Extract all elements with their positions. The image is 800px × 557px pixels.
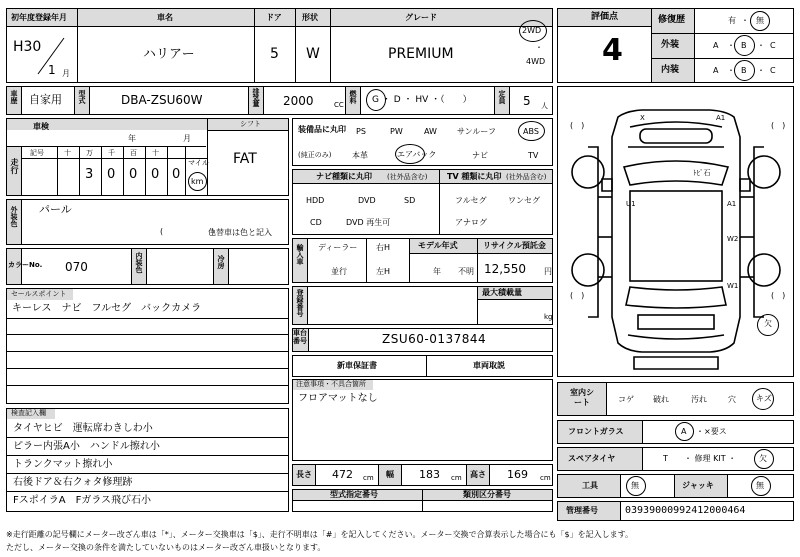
era-year: H30 — [13, 39, 42, 55]
usage-label: 車歴 — [10, 90, 18, 104]
mileage-digit-4: 0 — [151, 167, 160, 182]
equip-navi: ナビ — [472, 151, 488, 160]
drive-2wd: 2WD — [522, 26, 542, 35]
cc-unit: CC — [334, 101, 344, 109]
windshield-a: A — [681, 427, 687, 436]
inspection-label: 検査記入欄 — [11, 409, 46, 417]
reg-month: 1 — [48, 63, 56, 77]
jack-none: 無 — [756, 481, 764, 490]
capacity-unit: 人 — [541, 102, 548, 110]
mileage-digit-1: 3 — [85, 167, 94, 182]
damage-mark-w2: W2 — [727, 235, 739, 243]
chassis-label: 車台番号 — [293, 329, 307, 345]
length-label: 長さ — [296, 470, 312, 479]
score-label: 評価点 — [591, 12, 619, 22]
jack-label: ジャッキ — [682, 481, 714, 490]
diagram-paren-rl: ( ) — [570, 291, 585, 300]
mileage-digit-2: 0 — [107, 167, 116, 182]
spare-tire-label: スペアタイヤ — [568, 454, 616, 463]
equipment-label: 装備品に丸印 — [298, 125, 346, 134]
inspection-line-1: タイヤヒビ 運転席わきしわ小 — [13, 423, 153, 434]
model-year-label: モデル年式 — [418, 241, 458, 250]
color-label: 外装色 — [10, 206, 18, 227]
equip-sunroof: サンルーフ — [457, 127, 496, 136]
equip-pw: PW — [390, 127, 403, 136]
equip-tv: TV — [528, 151, 539, 160]
damage-mark-x: X — [640, 114, 645, 122]
mileage-kigo: 記号 — [30, 149, 44, 157]
damage-mark-w1: W1 — [727, 282, 739, 290]
color-no-label: カラーNo. — [8, 261, 43, 269]
tools-none: 無 — [631, 481, 639, 490]
width-label: 幅 — [386, 470, 394, 479]
mile-label: マイル — [188, 159, 209, 167]
interior-sheet-scratch: キズ — [756, 394, 772, 403]
mileage-digit-3: 0 — [129, 167, 138, 182]
displacement-label: 排気量 — [252, 88, 260, 106]
chassis-number: ZSU60-0137844 — [382, 332, 487, 346]
footer-note-1: ※走行距離の記号欄にメーター改ざん車は「*」、メーター交換車は「$」、走行不明車は「#」を記入してください。メーター交換で合算表示した場合にも「$」を記入します。 — [6, 530, 633, 539]
damage-mark-a1-side: A1 — [727, 200, 737, 208]
warranty-block — [292, 355, 553, 377]
length-value: 472 — [332, 468, 353, 481]
damage-mark-a1-front: A1 — [716, 114, 726, 122]
sales-point-text: キーレス ナビ フルセグ バックカメラ — [12, 303, 202, 314]
import-label: 輸入車 — [296, 244, 304, 265]
sales-point-label: セールスポイント — [11, 290, 67, 298]
equip-airbag: エアバック — [397, 150, 437, 159]
diagram-paren-fl: ( ) — [570, 121, 585, 130]
navi-hdd: HDD — [306, 196, 325, 205]
door-header: ドア — [266, 13, 282, 22]
import-left-hand: 左H — [376, 267, 391, 276]
damage-mark-hood: ﾄﾋﾞ石 — [693, 169, 711, 177]
interior-grade: B — [741, 66, 747, 75]
mileage-digit-5: 0 — [172, 167, 181, 182]
height-label: 高さ — [470, 470, 486, 479]
km-unit: km — [191, 177, 204, 186]
color-note: 色替車は色と記入 — [208, 228, 272, 237]
ac-label: 冷房 — [217, 255, 225, 269]
car-name: ハリアー — [143, 47, 195, 62]
type-designation-label: 型式指定番号 — [330, 490, 378, 499]
capacity-label: 定員 — [498, 90, 506, 104]
exterior-color: パール — [39, 203, 72, 216]
exterior-label: 外装 — [661, 40, 680, 50]
reg-month-unit: 月 — [62, 69, 70, 78]
car-damage-diagram — [558, 87, 793, 376]
height-value: 169 — [507, 468, 528, 481]
model-year-value: 不明 — [458, 267, 474, 276]
reg-no-label: 登録番号 — [296, 289, 304, 317]
notes-block — [292, 379, 553, 461]
navi-title: ナビ種類に丸印 — [316, 172, 372, 181]
import-parallel: 並行 — [331, 267, 347, 276]
exterior-grade: B — [741, 41, 747, 50]
shift-label: シフト — [240, 120, 261, 128]
shaken-year-unit: 年 — [128, 134, 136, 143]
spare-missing: 欠 — [759, 454, 767, 463]
tv-fullseg: フルセグ — [455, 196, 487, 205]
interior-color-label: 内装色 — [135, 252, 143, 273]
fuel-label: 燃料 — [349, 90, 357, 104]
shaken-month-unit: 月 — [183, 134, 191, 143]
model-code: DBA-ZSU60W — [121, 93, 203, 107]
navi-cd: CD — [310, 218, 322, 227]
recycle-value: 12,550 — [484, 262, 526, 276]
shaken-label: 車検 — [33, 122, 49, 131]
notes-label: 注意事項・不具合箇所 — [296, 380, 366, 388]
interior-sheet-label: 室内シート — [570, 388, 594, 408]
color-no-block — [6, 248, 289, 285]
windshield-label: フロントガラス — [568, 427, 624, 436]
drive-4wd: 4WD — [526, 57, 546, 66]
score-value: 4 — [602, 33, 623, 68]
recycle-label: リサイクル預託金 — [483, 241, 546, 250]
capacity-value: 5 — [523, 94, 531, 108]
shift-value: FAT — [233, 151, 257, 167]
tools-label: 工具 — [582, 481, 598, 490]
inspection-line-4: 右後ドア＆右クォタ修理跡 — [13, 477, 133, 488]
equip-aw: AW — [424, 127, 437, 136]
diagram-paren-rr: ( ) — [771, 291, 786, 300]
navi-dvd-play: DVD 再生可 — [346, 218, 391, 227]
tv-analog: アナログ — [455, 218, 487, 227]
interior-label: 内装 — [661, 65, 680, 75]
repair-yes: 有 — [728, 16, 736, 25]
navi-dvd: DVD — [358, 196, 376, 205]
width-value: 183 — [419, 468, 440, 481]
model-label: 型式 — [78, 90, 86, 104]
fuel-options: G ・ D ・ HV ・（ ） — [372, 95, 472, 105]
equipment-sub: (純正のみ) — [298, 151, 332, 159]
diagram-paren-fr: ( ) — [771, 121, 786, 130]
management-no-label: 管理番号 — [566, 506, 598, 515]
mileage-label: 走行 — [10, 158, 19, 174]
grade-value: PREMIUM — [388, 46, 454, 62]
tv-oneseg: ワンセグ — [508, 196, 540, 205]
inspection-line-3: トランクマット擦れ小 — [13, 459, 113, 470]
car-name-header: 車名 — [157, 13, 173, 22]
usage-value: 自家用 — [29, 93, 62, 106]
tv-title: TV 種類に丸印 — [447, 172, 502, 181]
repair-no: 無 — [756, 16, 764, 25]
owner-manual: 車両取説 — [473, 361, 505, 370]
max-load-label: 最大積載量 — [482, 288, 522, 297]
footer-note-2: ただし、メーター交換の条件を満たしていないものはメーター改ざん車扱いとなります。 — [6, 543, 326, 552]
equip-abs: ABS — [523, 127, 539, 136]
equip-ps: PS — [356, 127, 366, 136]
notes-text: フロアマットなし — [298, 393, 378, 404]
inspection-line-5: FスポイラA Fガラス飛び石小 — [13, 495, 152, 506]
inspection-line-2: ピラー内張A小 ハンドル擦れ小 — [13, 441, 160, 452]
import-right-hand: 右H — [376, 243, 391, 252]
door-count: 5 — [270, 46, 279, 62]
displacement-value: 2000 — [283, 94, 314, 108]
shape-header: 形状 — [302, 13, 318, 22]
color-no-value: 070 — [65, 260, 88, 274]
body-shape: W — [306, 46, 320, 62]
class-number-label: 類別区分番号 — [463, 490, 511, 499]
navi-sd: SD — [404, 196, 416, 205]
management-no-value: 03939000992412000464 — [625, 505, 746, 516]
import-dealer: ディーラー — [318, 243, 358, 252]
damage-mark-missing: 欠 — [764, 319, 772, 328]
grade-header: グレード — [405, 13, 437, 22]
first-reg-header: 初年度登録年月 — [11, 13, 67, 22]
damage-mark-u1: U1 — [626, 200, 636, 208]
new-car-warranty: 新車保証書 — [337, 361, 377, 370]
equip-leather: 本革 — [352, 151, 368, 160]
repair-history-label: 修復歴 — [658, 15, 686, 25]
